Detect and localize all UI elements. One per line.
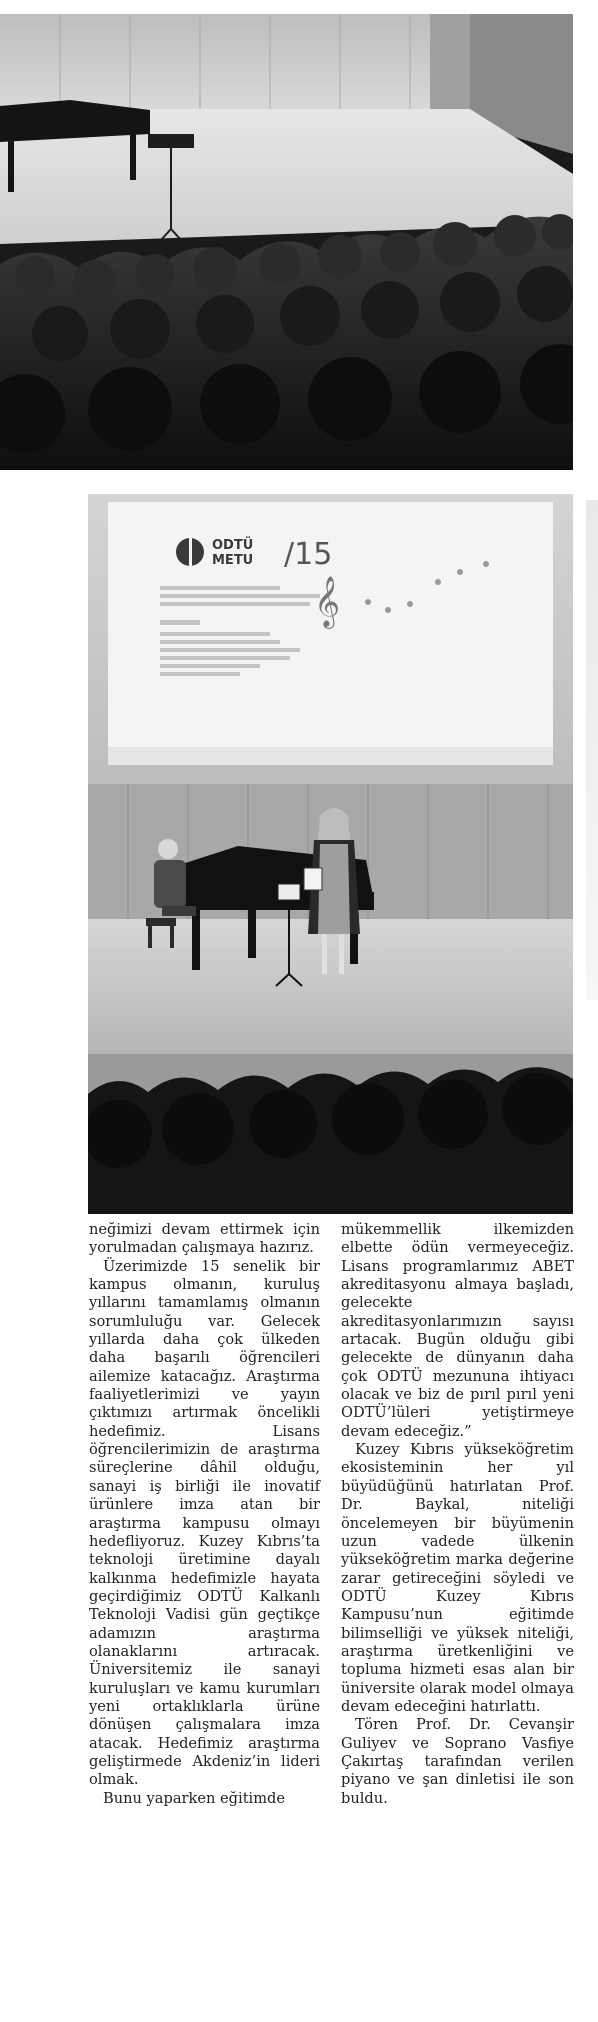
article-paragraph: mükemmellik ilkemizden elbette ödün vermeyeceğiz. Lisans programlarımız ABET akreditasyonu almaya başladı, gelecekte akreditasyonlarımızın sayısı artacak. Bugün olduğu gibi gelecekte de dünyanın daha çok ODTÜ mezununa ihtiyacı olacak ve biz de pırıl pırıl yeni ODTÜ’lüleri yetiştirmeye devam edeceğiz.” xyxy=(341,1221,574,1440)
article-right-column xyxy=(341,1221,574,1808)
concert-audience-photo xyxy=(0,14,573,470)
article-paragraph: Kuzey Kıbrıs yükseköğretim ekosisteminin her yıl büyüdüğünü hatırlatan Prof. Dr. Baykal, niteliği öncelemeyen bir büyümenin uzun vadede ülkenin yükseköğretim marka değerine zarar getireceğini söyledi ve ODTÜ Kuzey Kıbrıs Kampusu’nun eğitimde bilimselliği ve yüksek niteliği, araştırma üretkenliğini ve topluma hizmeti esas alan bir üniversite olarak model olmaya devam edeceğini hatırlattı. xyxy=(341,1441,574,1715)
article-paragraph: Bunu yaparken eğitimde xyxy=(103,1789,286,1807)
stage-recital-illustration xyxy=(88,494,573,1214)
article-left-column xyxy=(89,1221,320,1808)
article-paragraph: neğimizi devam ettirmek için yorulmadan çalışmaya hazırız. xyxy=(89,1221,320,1257)
treble-clef-icon: 𝄞 xyxy=(314,576,341,627)
logo-15-text: /15 xyxy=(284,537,333,572)
concert-audience-illustration xyxy=(0,14,573,470)
logo-metu-text: METU xyxy=(212,553,254,568)
logo-odtu-text: ODTÜ xyxy=(212,538,254,553)
article-paragraph: Tören Prof. Dr. Cevanşir Guliyev ve Soprano Vasfiye Çakırtaş tarafından verilen piyano ve şan dinletisi ile son buldu. xyxy=(341,1716,574,1807)
page-edge-strip xyxy=(586,500,598,1000)
stage-recital-photo xyxy=(88,494,573,1214)
article-paragraph: Üzerimizde 15 senelik bir kampus olmanın, kuruluş yıllarını tamamlamış olmanın sorumluluğu var. Gelecek yıllarda daha çok ülkeden daha başarılı öğrencileri ailemize katacağız. Araştırma faaliyetlerimizi ve yayın çıktımızı artırmak öncelikli hedefimiz. Lisans öğrencilerimizin de araştırma süreçlerine dâhil olduğu, sanayi iş birliği ile inovatif ürünlere imza atan bir araştırma kampusu olmayı hedefliyoruz. Kuzey Kıbrıs’ta teknoloji üretimine dayalı kalkınma hedefimizle hayata geçirdiğimiz ODTÜ Kalkanlı Teknoloji Vadisi gün geçtikçe adamızın araştırma olanaklarını artıracak. Üniversitemiz ile sanayi kuruluşları ve kamu kurumları yeni ortaklıklarla ürüne dönüşen çalışmalara imza atacak. Hedefimiz araştırma geliştirmede Akdeniz’in lideri olmak. xyxy=(89,1257,320,1789)
